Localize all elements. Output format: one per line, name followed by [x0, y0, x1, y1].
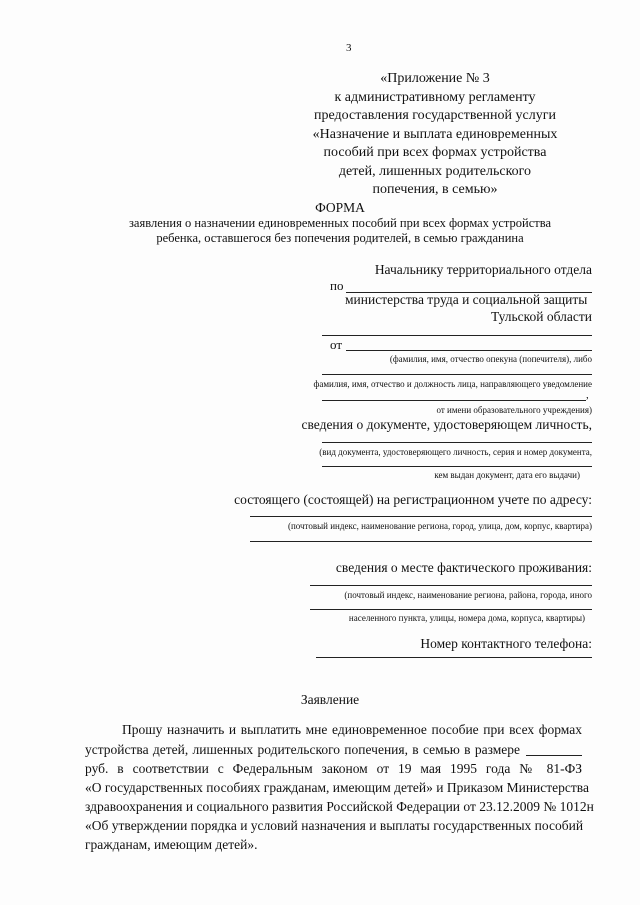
addressee-ot-label: от — [330, 337, 343, 352]
appendix-line: пособий при всех формах устройства — [323, 145, 547, 160]
residence-line — [310, 585, 592, 586]
form-subtitle-line: заявления о назначении единовременных пособий при всех формах устройства — [128, 216, 552, 230]
addressee-ministry: министерства труда и социальной защиты — [345, 292, 588, 307]
applicant-name-line — [346, 350, 592, 351]
hint-official-comma: , — [586, 389, 589, 401]
hint-id-document: (вид документа, удостоверяющего личность, серия и номер документа, — [319, 447, 592, 457]
phone-label: Номер контактного телефона: — [420, 636, 592, 651]
statement-line: здравоохранения и социального развития Российской Федерации от 23.12.2009 № 1012н — [85, 799, 594, 814]
appendix-line: предоставления государственной услуги — [314, 108, 556, 123]
applicant-name-line-3 — [322, 400, 586, 401]
id-document-line-2 — [322, 466, 592, 467]
hint-id-issued: кем выдан документ, дата его выдачи) — [434, 470, 580, 480]
statement-line: «Об утверждении порядка и условий назначения и выплаты государственных пособий — [85, 818, 584, 833]
appendix-line: к административному регламенту — [334, 89, 536, 105]
appendix-line: попечения, в семью» — [372, 182, 498, 197]
appendix-line: детей, лишенных родительского — [338, 163, 532, 179]
hint-residence-2: населенного пункта, улицы, номера дома, корпуса, квартиры) — [348, 613, 585, 623]
statement-line: «О государственных пособиях гражданам, имеющим детей» и Приказом Министерства — [85, 780, 589, 795]
statement-line: руб. в соответствии с Федеральным законом от 19 мая 1995 года № 81-ФЗ — [85, 761, 582, 776]
hint-official: фамилия, имя, отчество и должность лица, направляющего уведомление — [313, 379, 592, 389]
registration-line-2 — [250, 541, 592, 542]
hint-institution: от имени образовательного учреждения) — [436, 405, 592, 415]
registration-line — [250, 516, 592, 517]
appendix-header — [290, 70, 580, 200]
statement-line: Прошу назначить и выплатить мне единовременное пособие при всех формах — [122, 722, 582, 737]
statement-line: устройства детей, лишенных родительского попечения, в семью в размере — [85, 742, 520, 757]
addressee-region: Тульской области — [491, 309, 592, 324]
residence-line-2 — [310, 609, 592, 610]
appendix-line: «Приложение № 3 — [380, 71, 490, 86]
form-subtitle-line: ребенка, оставшегося без попечения родителей, в семью гражданина — [156, 231, 524, 245]
form-title: ФОРМА — [315, 200, 365, 215]
addressee-po-label: по — [330, 278, 344, 293]
residence-label: сведения о месте фактического проживания: — [335, 560, 592, 575]
appendix-line: «Назначение и выплата единовременных — [312, 126, 558, 142]
registration-label: состоящего (состоящей) на регистрационном учете по адресу: — [234, 492, 592, 507]
id-document-line — [322, 442, 592, 443]
amount-blank-line — [526, 755, 582, 756]
id-document-label: сведения о документе, удостоверяющем личность, — [301, 417, 592, 432]
hint-registration: (почтовый индекс, наименование региона, город, улица, дом, корпус, квартира) — [287, 521, 592, 531]
addressee-head: Начальнику территориального отдела — [374, 262, 592, 277]
applicant-name-line-2 — [322, 374, 592, 375]
statement-title: Заявление — [300, 692, 360, 707]
hint-residence-1: (почтовый индекс, наименование региона, района, города, иного — [344, 590, 592, 600]
statement-line: гражданам, имеющим детей». — [85, 837, 258, 852]
page-number: 3 — [346, 42, 352, 54]
phone-line — [316, 657, 592, 658]
hint-guardian: (фамилия, имя, отчество опекуна (попечителя), либо — [389, 354, 592, 364]
form-subtitle — [80, 216, 600, 246]
addressee-blank-line — [322, 335, 592, 336]
